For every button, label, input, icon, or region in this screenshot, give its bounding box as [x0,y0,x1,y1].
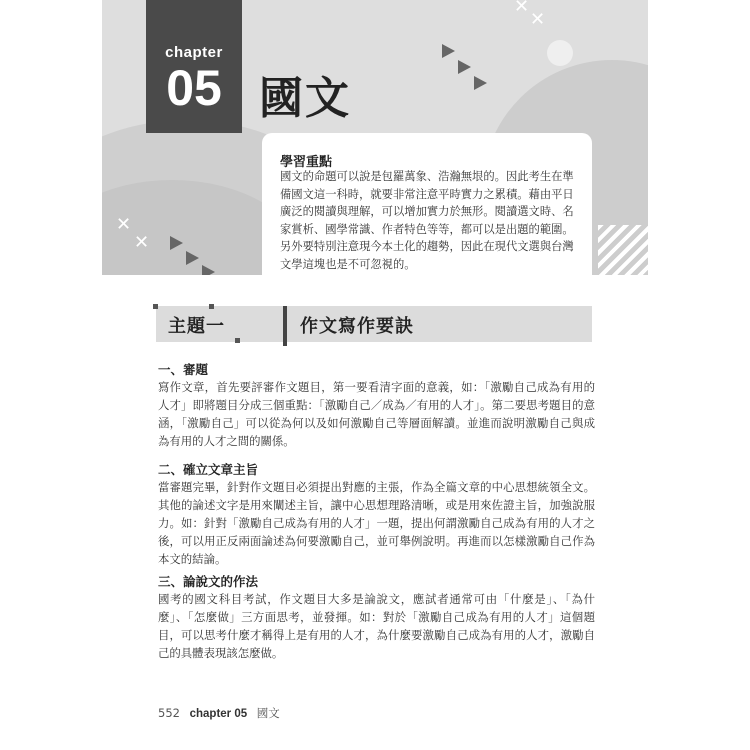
chapter-title: 國文 [259,73,351,124]
chapter-badge [146,0,242,133]
anchor-point-icon [209,304,214,309]
section-body: 當審題完畢，針對作文題目必須提出對應的主張，作為全篇文章的中心思想統領全文。其他的論述文字是用來闡述主旨，讓中心思想理路清晰，或是用來佐證主旨，加強說服力。如：針對「激勵自己成為有用的人才」一題，提出何謂激勵自己成為有用的人才之後，可以用正反兩面論述為何要激勵自己，並可舉例說明。再進而以怎樣激勵自己作為本文的結論。 [158,480,595,566]
topic-title: 作文寫作要訣 [300,316,414,337]
chapter-label: chapter [165,44,223,61]
decorative-circle [547,40,573,66]
chapter-banner [102,0,648,275]
section-body: 國考的國文科目考試，作文題目大多是論說文，應試者通常可由「什麼是」、「為什麼」、「怎麼做」三方面思考，並發揮。如：對於「激勵自己成為有用的人才」這個題目，可以思考什麼才稱得上是有用的人才，為什麼要激勵自己成為有用的人才，激勵自己的具體表現該怎麼做。 [158,592,595,660]
anchor-point-icon [235,338,240,343]
footer-chapter-title: 國文 [256,706,280,720]
chapter-number: 05 [166,60,222,116]
cross-icon: ✕ [116,214,132,235]
cross-icon: ✕ [514,0,530,17]
decorative-stripes [598,225,648,275]
page-number: 552 [158,706,180,720]
section-body: 寫作文章，首先要評審作文題目，第一要看清字面的意義，如：「激勵自己成為有用的人才」即將題目分成三個重點：「激勵自己／成為／有用的人才」。第二要思考題目的意涵，「激勵自己」可以從為何以及如何激勵自己等層面解讀。並進而說明激勵自己與成為有用的人才之間的關係。 [158,380,595,448]
section-heading: 一、審題 [158,362,209,377]
section-heading: 二、確立文章主旨 [158,462,259,477]
triangle-icon [186,251,199,265]
divider-line [283,306,287,346]
topic-header [156,306,592,342]
topic-label: 主題一 [168,316,225,337]
footer-chapter-label: chapter 05 [189,708,248,720]
key-points-title: 學習重點 [280,155,333,170]
triangle-icon [458,60,471,74]
key-points-box [262,133,592,275]
triangle-icon [170,236,183,250]
triangle-icon [202,265,215,275]
section-heading: 三、論說文的作法 [158,574,259,589]
triangle-icon [442,44,455,58]
book-page [102,0,648,750]
triangle-icon [474,76,487,90]
page-footer [158,705,280,721]
cross-icon: ✕ [530,9,546,30]
anchor-point-icon [153,304,158,309]
key-points-text: 國文的命題可以說是包羅萬象、浩瀚無垠的。因此考生在準備國文這一科時，就要非常注意平時實力之累積。藉由平日廣泛的閱讀與理解，可以增加實力於無形。閱讀選文時、名家賞析、國學常識、作者特色等等，都可以是出題的範圍。另外要特別注意現今本土化的趨勢，因此在現代文選與台灣文學這塊也是不可忽視的。 [280,170,574,271]
cross-icon: ✕ [134,232,150,253]
